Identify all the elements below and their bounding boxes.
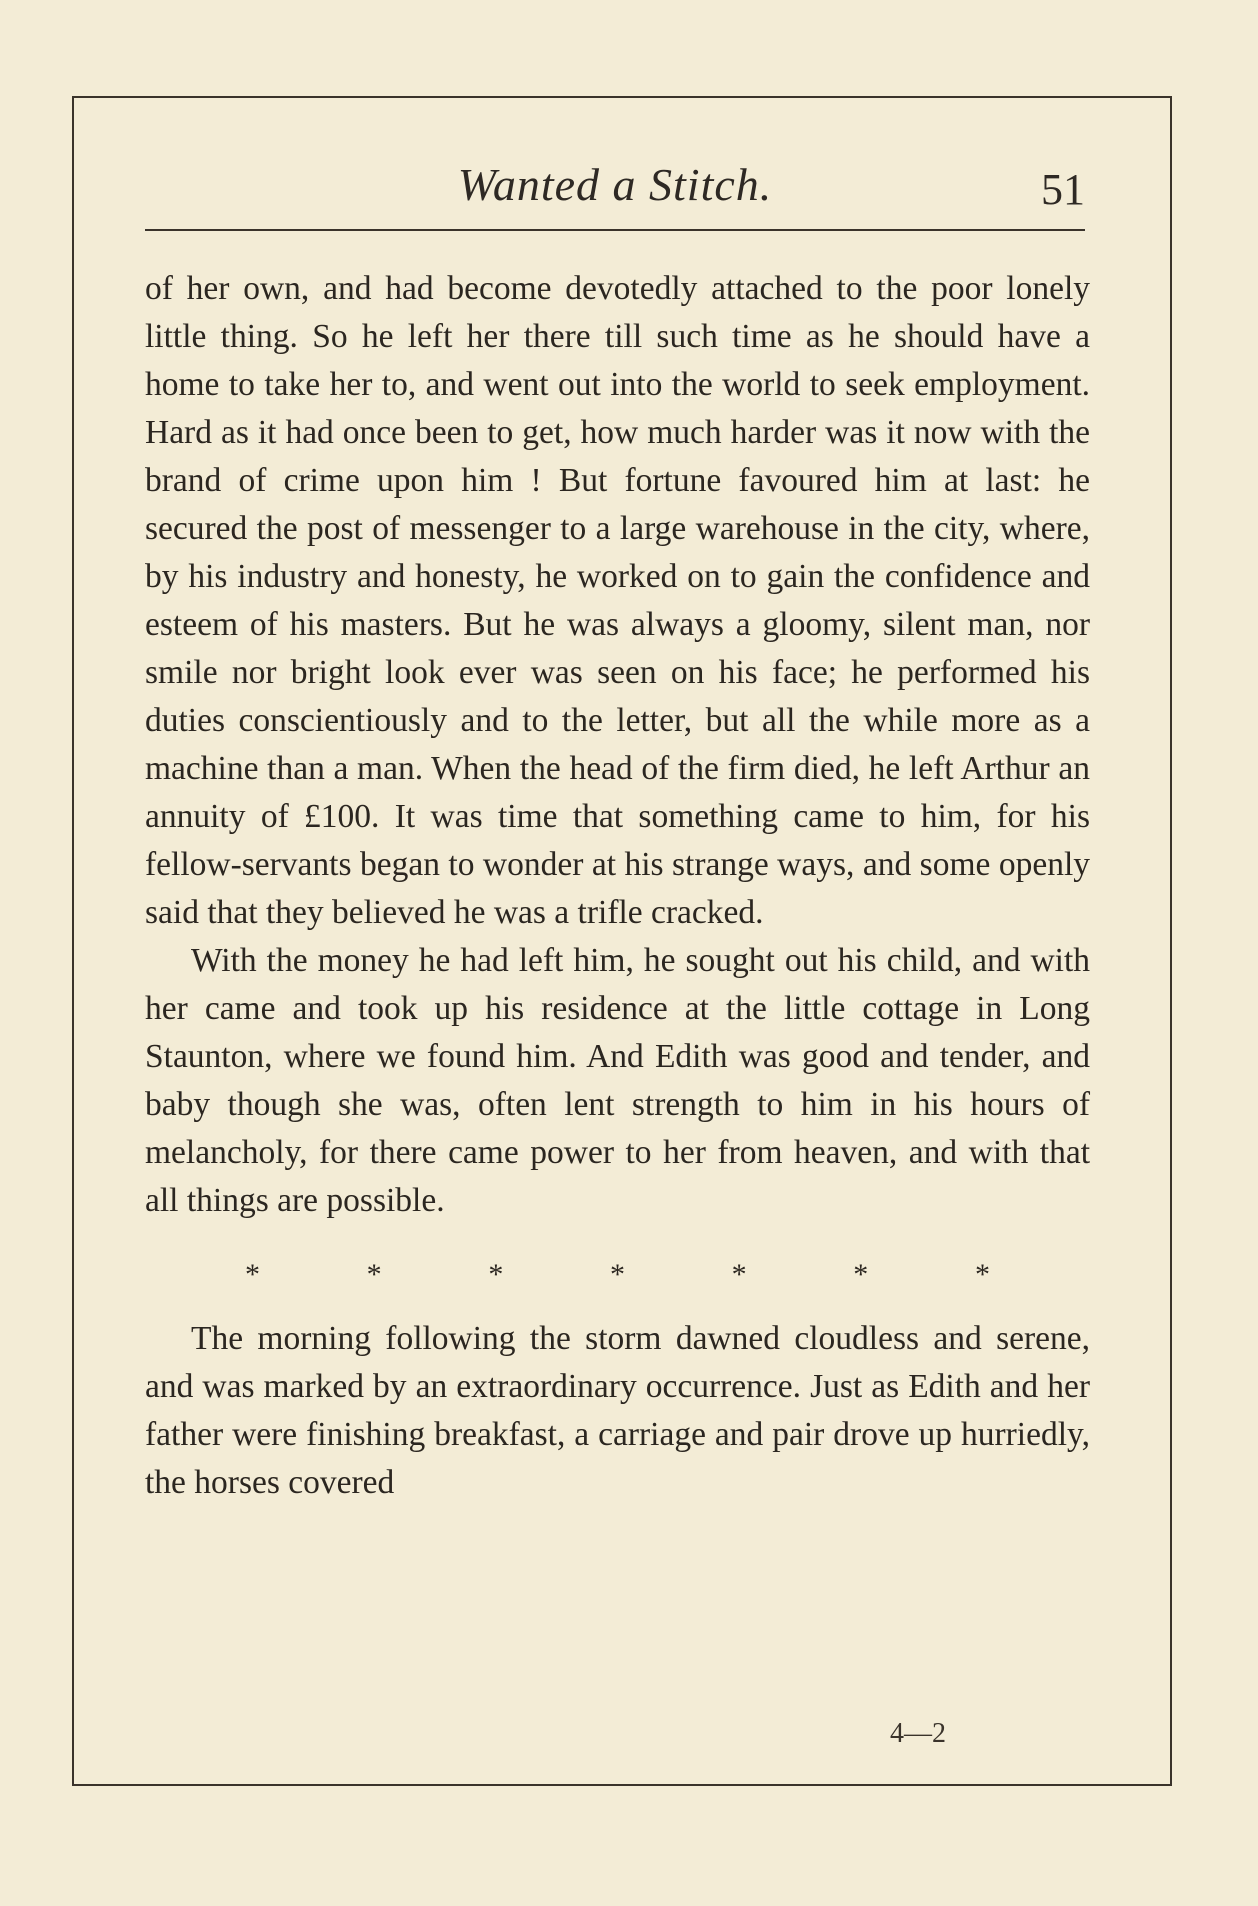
asterisk: *: [245, 1258, 260, 1291]
header-rule: [145, 229, 1085, 231]
asterisk: *: [731, 1258, 747, 1291]
asterisk: *: [609, 1258, 625, 1291]
running-title: Wanted a Stitch.: [457, 159, 773, 210]
asterisk: *: [366, 1258, 382, 1291]
asterisk: *: [974, 1258, 990, 1291]
asterisk: *: [853, 1258, 869, 1291]
page-number: 51: [1041, 165, 1085, 214]
asterisk: *: [488, 1258, 504, 1291]
signature-mark: 4—2: [890, 1718, 946, 1749]
body-text: [145, 265, 1090, 1507]
paragraph: of her own, and had become devotedly attached to the poor lonely little thing. So he left her there till such time as he should have a home to take her to, and went out into the world to seek employment. Hard as it had once been to get, how much harder was it now with the brand of crime upon him ! But fortune favoured him at last: he secured the post of messenger to a large warehouse in the city, where, by his industry and honesty, he worked on to gain the confidence and esteem of his masters. But he was always a gloomy, silent man, nor smile nor bright look ever was seen on his face; he performed his duties conscientiously and to the letter, but all the while more as a machine than a man. When the head of the firm died, he left Arthur an annuity of £100. It was time that something came to him, for his fellow-servants began to wonder at his strange ways, and some openly said that they believed he was a trifle cracked.: [145, 270, 1090, 931]
paragraph: The morning following the storm dawned cloudless and serene, and was marked by an extraordinary occurrence. Just as Edith and her father were finishing breakfast, a carriage and pair drove up hurriedly, the horses covered: [145, 1320, 1090, 1501]
running-head: [145, 150, 1085, 220]
section-separator: [238, 1255, 998, 1295]
paragraph: With the money he had left him, he sought out his child, and with her came and took up his residence at the little cottage in Long Staunton, where we found him. And Edith was good and tender, and baby though she was, often lent strength to him in his hours of melancholy, for there came power to her from heaven, and with that all things are possible.: [145, 942, 1090, 1219]
